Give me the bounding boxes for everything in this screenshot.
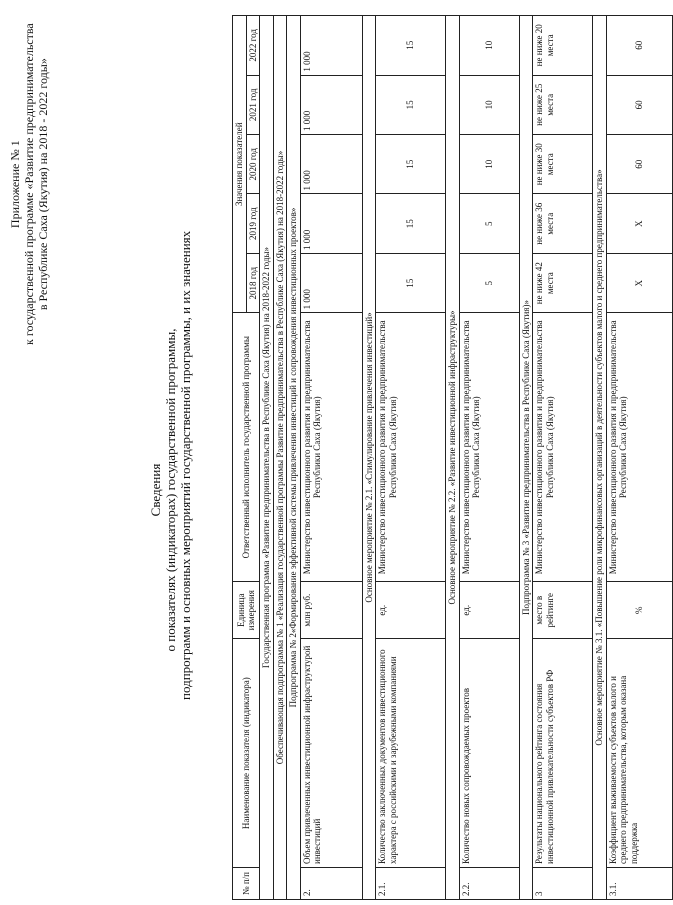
section-row (362, 16, 376, 900)
row-value: 15 (376, 194, 446, 253)
row-num: 2.1. (376, 867, 446, 899)
appendix-line-1: Приложение № 1 (8, 140, 22, 229)
section-program: Государственная программа «Развитие предпринимательства в Республике Саха (Якутия) на 2018-2022 годы» (260, 16, 274, 900)
header-num: № п/п (233, 867, 260, 899)
row-value: не ниже 42 места (533, 253, 593, 312)
section-subprogram-2: Подпрограмма № 2«Формирование эффективной системы привлечения инвестиций и сопровождения инвестиционных проектов» (287, 16, 301, 900)
section-subprogram-3: Подпрограмма № 3 «Развитие предпринимательства в Республике Саха (Якутия)» (519, 16, 533, 900)
heading-title: Сведения (148, 463, 163, 517)
row-value: Х (606, 194, 672, 253)
section-row (260, 16, 274, 900)
row-executor: Министерство инвестиционного развития и предпринимательства Республики Саха (Якутия) (376, 313, 446, 582)
row-name: Количество новых сопровождаемых проектов (459, 639, 519, 868)
heading-line-3: подпрограмм и основных мероприятий государственной программы, и их значениях (178, 230, 193, 700)
row-name: Результаты национального рейтинга состояния инвестиционной привлекательности субъектов РФ (533, 639, 593, 868)
section-row (273, 16, 287, 900)
row-value: 1 000 (300, 253, 362, 312)
row-name: Количество заключенных документов инвестиционного характера с российскими и зарубежными компаниями (376, 639, 446, 868)
row-unit: % (606, 582, 672, 639)
row-value: не ниже 20 места (533, 16, 593, 76)
row-value: 10 (459, 75, 519, 134)
appendix-header (8, 23, 50, 345)
row-executor: Министерство инвестиционного развития и предпринимательства Республики Саха (Якутия) (606, 313, 672, 582)
row-value: не ниже 25 места (533, 75, 593, 134)
row-value: 60 (606, 135, 672, 194)
row-executor: Министерство инвестиционного развития и предпринимательства Республики Саха (Якутия) (459, 313, 519, 582)
appendix-line-3: в Республике Саха (Якутия) на 2018 - 2022 годы» (36, 58, 50, 311)
row-value: 1 000 (300, 135, 362, 194)
header-year: 2019 год (246, 194, 260, 253)
row-name: Объем привлеченных инвестиционной инфраструктурой инвестиций (300, 639, 362, 868)
header-year: 2021 год (246, 75, 260, 134)
appendix-line-2: к государственной программе «Развитие предпринимательства (22, 23, 36, 345)
row-value: 5 (459, 253, 519, 312)
header-name: Наименование показателя (индикатора) (233, 639, 260, 868)
document-heading (148, 230, 193, 700)
section-subprogram-1: Обеспечивающая подпрограмма № 1 «Реализация государственной программы Развитие предпринимательства в Республике Саха (Якутия) на 2018-2022 годы» (273, 16, 287, 900)
row-value: 5 (459, 194, 519, 253)
section-row (519, 16, 533, 900)
section-measure-2-2: Основное мероприятие № 2.2. «Развитие инвестиционной инфраструктуры» (446, 16, 460, 900)
row-value: 15 (376, 75, 446, 134)
table-row (376, 16, 446, 900)
table-row (459, 16, 519, 900)
row-value: 15 (376, 135, 446, 194)
row-value: 15 (376, 16, 446, 76)
header-executor: Ответственный исполнитель государственной программы (233, 313, 260, 582)
header-row (233, 16, 247, 900)
section-measure-2-1: Основное мероприятие № 2.1. «Стимулирование привлечения инвестиций» (362, 16, 376, 900)
row-value: 60 (606, 16, 672, 76)
heading-line-2: о показателях (индикаторах) государственной программы, (163, 328, 178, 652)
row-unit: млн руб. (300, 582, 362, 639)
row-unit: ед. (459, 582, 519, 639)
row-executor: Министерство инвестиционного развития и предпринимательства Республики Саха (Якутия) (300, 313, 362, 582)
row-num: 2. (300, 867, 362, 899)
row-name: Коэффициент выживаемости субъектов малого и среднего предпринимательства, которым оказана поддержка (606, 639, 672, 868)
row-executor: Министерство инвестиционного развития и предпринимательства Республики Саха (Якутия) (533, 313, 593, 582)
row-value: Х (606, 253, 672, 312)
section-row (593, 16, 607, 900)
row-value: не ниже 30 места (533, 135, 593, 194)
row-num: 3.1. (606, 867, 672, 899)
header-unit: Единица измерения (233, 582, 260, 639)
row-num: 2.2. (459, 867, 519, 899)
header-year: 2018 год (246, 253, 260, 312)
row-value: 1 000 (300, 194, 362, 253)
row-value: 15 (376, 253, 446, 312)
row-value: 1 000 (300, 16, 362, 76)
table-row (300, 16, 362, 900)
indicators-table (232, 15, 673, 900)
row-unit: ед. (376, 582, 446, 639)
row-value: 60 (606, 75, 672, 134)
section-row (287, 16, 301, 900)
table-row (606, 16, 672, 900)
row-value: 10 (459, 16, 519, 76)
row-value: 1 000 (300, 75, 362, 134)
header-year: 2022 год (246, 16, 260, 76)
section-measure-3-1: Основное мероприятие № 3.1. «Повышение роли микрофинансовых организаций в деятельности субъектов малого и среднего предпринимательства» (593, 16, 607, 900)
section-row (446, 16, 460, 900)
header-year: 2020 год (246, 135, 260, 194)
row-value: не ниже 36 места (533, 194, 593, 253)
table-row (533, 16, 593, 900)
row-num: 3 (533, 867, 593, 899)
row-unit: место в рейтинге (533, 582, 593, 639)
header-values: Значения показателей (233, 16, 247, 313)
row-value: 10 (459, 135, 519, 194)
